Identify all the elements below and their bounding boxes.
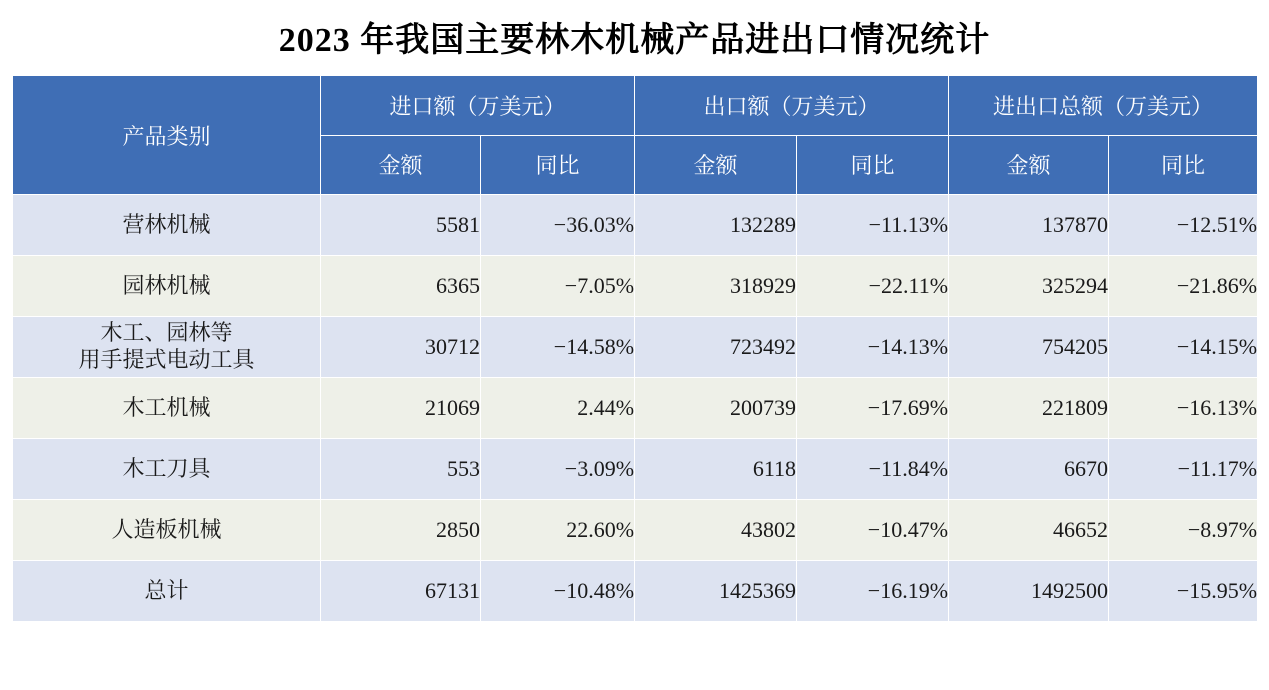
cell-import-yoy: −3.09% bbox=[481, 439, 635, 500]
column-group-total: 进出口总额（万美元） bbox=[949, 76, 1258, 136]
category-line-1: 园林机械 bbox=[122, 272, 211, 298]
cell-total-amount: 754205 bbox=[949, 317, 1109, 378]
table-row bbox=[13, 256, 1258, 317]
cell-category bbox=[13, 561, 321, 622]
cell-export-yoy: −14.13% bbox=[797, 317, 949, 378]
table-row-total bbox=[13, 561, 1258, 622]
cell-export-yoy: −17.69% bbox=[797, 378, 949, 439]
category-line-2: 用手提式电动工具 bbox=[78, 347, 255, 372]
cell-total-yoy: −14.15% bbox=[1109, 317, 1258, 378]
column-header-import-yoy: 同比 bbox=[481, 135, 635, 195]
cell-category bbox=[13, 439, 321, 500]
column-header-total-yoy: 同比 bbox=[1109, 135, 1258, 195]
column-header-export-yoy: 同比 bbox=[797, 135, 949, 195]
cell-total-yoy: −16.13% bbox=[1109, 378, 1258, 439]
cell-category bbox=[13, 317, 321, 378]
cell-export-amount: 43802 bbox=[635, 500, 797, 561]
cell-export-yoy: −22.11% bbox=[797, 256, 949, 317]
table-header-group-row bbox=[13, 76, 1258, 136]
column-group-import: 进口额（万美元） bbox=[321, 76, 635, 136]
column-header-export-amount: 金额 bbox=[635, 135, 797, 195]
cell-export-amount: 1425369 bbox=[635, 561, 797, 622]
cell-export-amount: 723492 bbox=[635, 317, 797, 378]
cell-import-amount: 5581 bbox=[321, 195, 481, 256]
category-line-1: 人造板机械 bbox=[111, 516, 222, 542]
cell-total-amount: 6670 bbox=[949, 439, 1109, 500]
cell-category bbox=[13, 256, 321, 317]
page-title: 2023 年我国主要林木机械产品进出口情况统计 bbox=[278, 22, 991, 59]
cell-import-yoy: −36.03% bbox=[481, 195, 635, 256]
category-line-1: 木工、园林等 bbox=[100, 320, 233, 346]
column-header-category: 产品类别 bbox=[13, 76, 321, 195]
cell-import-amount: 6365 bbox=[321, 256, 481, 317]
cell-export-amount: 200739 bbox=[635, 378, 797, 439]
table-row bbox=[13, 195, 1258, 256]
cell-category bbox=[13, 378, 321, 439]
cell-import-amount: 67131 bbox=[321, 561, 481, 622]
cell-export-yoy: −11.84% bbox=[797, 439, 949, 500]
table-row bbox=[13, 500, 1258, 561]
cell-import-amount: 553 bbox=[321, 439, 481, 500]
cell-import-amount: 30712 bbox=[321, 317, 481, 378]
cell-category bbox=[13, 500, 321, 561]
cell-total-yoy: −11.17% bbox=[1109, 439, 1258, 500]
cell-export-yoy: −16.19% bbox=[797, 561, 949, 622]
cell-total-amount: 137870 bbox=[949, 195, 1109, 256]
cell-category bbox=[13, 195, 321, 256]
cell-export-yoy: −11.13% bbox=[797, 195, 949, 256]
cell-import-yoy: 22.60% bbox=[481, 500, 635, 561]
table-row bbox=[13, 378, 1258, 439]
category-line-1: 营林机械 bbox=[122, 211, 211, 237]
category-line-1: 总计 bbox=[144, 577, 189, 603]
column-group-export: 出口额（万美元） bbox=[635, 76, 949, 136]
cell-import-yoy: −7.05% bbox=[481, 256, 635, 317]
cell-import-yoy: −10.48% bbox=[481, 561, 635, 622]
cell-import-amount: 2850 bbox=[321, 500, 481, 561]
cell-total-amount: 221809 bbox=[949, 378, 1109, 439]
category-line-1: 木工机械 bbox=[122, 394, 211, 420]
cell-total-amount: 325294 bbox=[949, 256, 1109, 317]
table-row bbox=[13, 317, 1258, 378]
cell-total-amount: 46652 bbox=[949, 500, 1109, 561]
cell-import-yoy: −14.58% bbox=[481, 317, 635, 378]
import-export-statistics-table bbox=[12, 75, 1258, 622]
column-header-import-amount: 金额 bbox=[321, 135, 481, 195]
cell-import-amount: 21069 bbox=[321, 378, 481, 439]
cell-total-yoy: −15.95% bbox=[1109, 561, 1258, 622]
cell-export-amount: 6118 bbox=[635, 439, 797, 500]
cell-total-yoy: −21.86% bbox=[1109, 256, 1258, 317]
cell-export-yoy: −10.47% bbox=[797, 500, 949, 561]
cell-export-amount: 132289 bbox=[635, 195, 797, 256]
cell-import-yoy: 2.44% bbox=[481, 378, 635, 439]
cell-total-yoy: −8.97% bbox=[1109, 500, 1258, 561]
table-body bbox=[13, 195, 1258, 622]
category-line-1: 木工刀具 bbox=[122, 455, 211, 481]
cell-total-yoy: −12.51% bbox=[1109, 195, 1258, 256]
cell-total-amount: 1492500 bbox=[949, 561, 1109, 622]
table-header bbox=[13, 76, 1258, 195]
cell-export-amount: 318929 bbox=[635, 256, 797, 317]
table-row bbox=[13, 439, 1258, 500]
column-header-total-amount: 金额 bbox=[949, 135, 1109, 195]
